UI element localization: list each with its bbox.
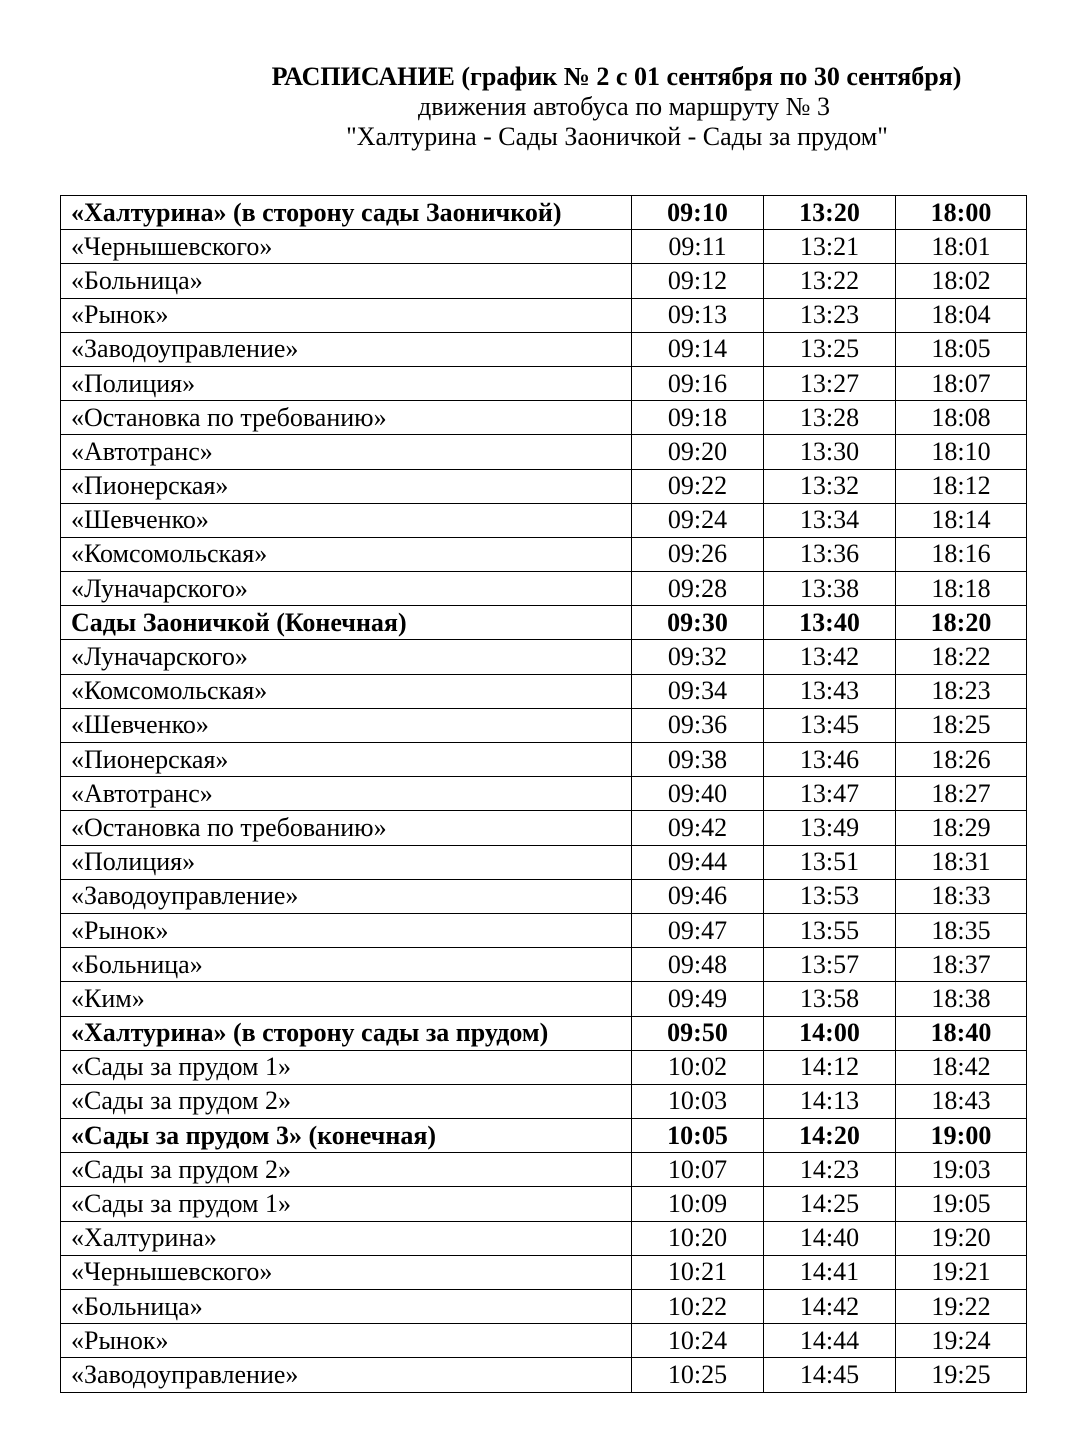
stop-name-cell: «Заводоуправление»	[61, 879, 632, 913]
stop-name-cell: «Пионерская»	[61, 743, 632, 777]
departure-time-3-cell: 19:00	[896, 1119, 1027, 1153]
stop-name-cell: «Сады за прудом 3» (конечная)	[61, 1119, 632, 1153]
table-row	[61, 1290, 1027, 1324]
stop-name-cell: «Чернышевского»	[61, 1255, 632, 1289]
table-row	[61, 435, 1027, 469]
departure-time-3-cell: 19:03	[896, 1153, 1027, 1187]
stop-name-cell: «Рынок»	[61, 298, 632, 332]
departure-time-2-cell: 13:53	[764, 879, 896, 913]
departure-time-3-cell: 18:07	[896, 366, 1027, 400]
stop-name-cell: «Больница»	[61, 1290, 632, 1324]
departure-time-3-cell: 18:26	[896, 743, 1027, 777]
table-row	[61, 640, 1027, 674]
departure-time-2-cell: 14:25	[764, 1187, 896, 1221]
table-row	[61, 743, 1027, 777]
departure-time-3-cell: 18:40	[896, 1016, 1027, 1050]
departure-time-1-cell: 09:12	[632, 264, 764, 298]
departure-time-2-cell: 14:00	[764, 1016, 896, 1050]
table-row	[61, 332, 1027, 366]
departure-time-1-cell: 09:50	[632, 1016, 764, 1050]
departure-time-1-cell: 09:20	[632, 435, 764, 469]
departure-time-2-cell: 13:21	[764, 230, 896, 264]
departure-time-3-cell: 18:31	[896, 845, 1027, 879]
departure-time-3-cell: 18:10	[896, 435, 1027, 469]
stop-name-cell: «Автотранс»	[61, 777, 632, 811]
departure-time-3-cell: 18:33	[896, 879, 1027, 913]
table-row	[61, 1324, 1027, 1358]
departure-time-3-cell: 18:42	[896, 1050, 1027, 1084]
stop-name-cell: Сады Заоничкой (Конечная)	[61, 606, 632, 640]
departure-time-3-cell: 18:25	[896, 708, 1027, 742]
departure-time-3-cell: 18:22	[896, 640, 1027, 674]
departure-time-1-cell: 09:24	[632, 503, 764, 537]
table-row	[61, 1084, 1027, 1118]
departure-time-1-cell: 09:42	[632, 811, 764, 845]
stop-name-cell: «Халтурина» (в сторону сады за прудом)	[61, 1016, 632, 1050]
departure-time-1-cell: 10:03	[632, 1084, 764, 1118]
departure-time-3-cell: 18:37	[896, 948, 1027, 982]
table-row	[61, 366, 1027, 400]
stop-name-cell: «Комсомольская»	[61, 537, 632, 571]
departure-time-2-cell: 13:25	[764, 332, 896, 366]
stop-name-cell: «Чернышевского»	[61, 230, 632, 264]
route-name: "Халтурина - Сады Заоничкой - Сады за прудом"	[346, 122, 888, 151]
schedule-title: РАСПИСАНИЕ (график № 2 с 01 сентября по 30 сентября)	[271, 62, 962, 91]
departure-time-1-cell: 09:26	[632, 537, 764, 571]
stop-name-cell: «Остановка по требованию»	[61, 401, 632, 435]
departure-time-3-cell: 18:43	[896, 1084, 1027, 1118]
departure-time-2-cell: 13:38	[764, 572, 896, 606]
table-row	[61, 845, 1027, 879]
departure-time-2-cell: 13:47	[764, 777, 896, 811]
departure-time-1-cell: 09:13	[632, 298, 764, 332]
stop-name-cell: «Сады за прудом 2»	[61, 1153, 632, 1187]
departure-time-1-cell: 10:20	[632, 1221, 764, 1255]
table-row	[61, 1119, 1027, 1153]
departure-time-1-cell: 09:16	[632, 366, 764, 400]
table-row	[61, 811, 1027, 845]
stop-name-cell: «Сады за прудом 1»	[61, 1187, 632, 1221]
departure-time-1-cell: 10:09	[632, 1187, 764, 1221]
stop-name-cell: «Сады за прудом 2»	[61, 1084, 632, 1118]
table-row	[61, 1153, 1027, 1187]
table-row	[61, 1187, 1027, 1221]
departure-time-2-cell: 13:43	[764, 674, 896, 708]
departure-time-3-cell: 18:35	[896, 913, 1027, 947]
departure-time-1-cell: 09:14	[632, 332, 764, 366]
table-row	[61, 572, 1027, 606]
table-row	[61, 1358, 1027, 1392]
departure-time-3-cell: 18:12	[896, 469, 1027, 503]
stop-name-cell: «Луначарского»	[61, 572, 632, 606]
table-row	[61, 982, 1027, 1016]
departure-time-3-cell: 19:05	[896, 1187, 1027, 1221]
stop-name-cell: «Рынок»	[61, 1324, 632, 1358]
table-row	[61, 913, 1027, 947]
departure-time-1-cell: 10:05	[632, 1119, 764, 1153]
table-row	[61, 777, 1027, 811]
departure-time-2-cell: 14:20	[764, 1119, 896, 1153]
stop-name-cell: «Остановка по требованию»	[61, 811, 632, 845]
table-row	[61, 1255, 1027, 1289]
departure-time-2-cell: 13:40	[764, 606, 896, 640]
schedule-subtitle: движения автобуса по маршруту № 3	[418, 92, 830, 121]
stop-name-cell: «Автотранс»	[61, 435, 632, 469]
departure-time-3-cell: 18:14	[896, 503, 1027, 537]
departure-time-2-cell: 13:27	[764, 366, 896, 400]
departure-time-3-cell: 18:02	[896, 264, 1027, 298]
table-row	[61, 537, 1027, 571]
departure-time-2-cell: 14:12	[764, 1050, 896, 1084]
departure-time-2-cell: 13:55	[764, 913, 896, 947]
table-row	[61, 469, 1027, 503]
departure-time-2-cell: 14:41	[764, 1255, 896, 1289]
departure-time-1-cell: 10:02	[632, 1050, 764, 1084]
departure-time-1-cell: 09:34	[632, 674, 764, 708]
table-row	[61, 1016, 1027, 1050]
departure-time-3-cell: 18:29	[896, 811, 1027, 845]
stop-name-cell: «Заводоуправление»	[61, 332, 632, 366]
stop-name-cell: «Шевченко»	[61, 503, 632, 537]
table-row	[61, 606, 1027, 640]
table-row	[61, 708, 1027, 742]
departure-time-2-cell: 13:45	[764, 708, 896, 742]
departure-time-3-cell: 18:20	[896, 606, 1027, 640]
stop-name-cell: «Пионерская»	[61, 469, 632, 503]
departure-time-1-cell: 09:47	[632, 913, 764, 947]
departure-time-3-cell: 19:25	[896, 1358, 1027, 1392]
departure-time-3-cell: 19:21	[896, 1255, 1027, 1289]
departure-time-2-cell: 13:57	[764, 948, 896, 982]
departure-time-3-cell: 18:08	[896, 401, 1027, 435]
table-row	[61, 401, 1027, 435]
departure-time-2-cell: 13:58	[764, 982, 896, 1016]
departure-time-1-cell: 09:46	[632, 879, 764, 913]
stop-name-cell: «Сады за прудом 1»	[61, 1050, 632, 1084]
departure-time-1-cell: 10:07	[632, 1153, 764, 1187]
departure-time-2-cell: 14:23	[764, 1153, 896, 1187]
departure-time-1-cell: 09:22	[632, 469, 764, 503]
table-row	[61, 1221, 1027, 1255]
departure-time-3-cell: 19:24	[896, 1324, 1027, 1358]
stop-name-cell: «Халтурина» (в сторону сады Заоничкой)	[61, 196, 632, 230]
departure-time-1-cell: 09:32	[632, 640, 764, 674]
departure-time-1-cell: 09:11	[632, 230, 764, 264]
departure-time-1-cell: 09:30	[632, 606, 764, 640]
stop-name-cell: «Заводоуправление»	[61, 1358, 632, 1392]
departure-time-2-cell: 13:46	[764, 743, 896, 777]
document-header	[0, 62, 1080, 152]
departure-time-2-cell: 14:40	[764, 1221, 896, 1255]
departure-time-1-cell: 09:48	[632, 948, 764, 982]
departure-time-1-cell: 09:38	[632, 743, 764, 777]
departure-time-2-cell: 13:36	[764, 537, 896, 571]
departure-time-3-cell: 19:22	[896, 1290, 1027, 1324]
departure-time-2-cell: 13:42	[764, 640, 896, 674]
table-row	[61, 1050, 1027, 1084]
departure-time-3-cell: 18:00	[896, 196, 1027, 230]
table-row	[61, 948, 1027, 982]
departure-time-3-cell: 18:23	[896, 674, 1027, 708]
stop-name-cell: «Рынок»	[61, 913, 632, 947]
departure-time-3-cell: 18:38	[896, 982, 1027, 1016]
table-row	[61, 264, 1027, 298]
table-row	[61, 879, 1027, 913]
departure-time-1-cell: 10:25	[632, 1358, 764, 1392]
departure-time-3-cell: 18:18	[896, 572, 1027, 606]
departure-time-1-cell: 09:10	[632, 196, 764, 230]
departure-time-2-cell: 13:30	[764, 435, 896, 469]
departure-time-3-cell: 19:20	[896, 1221, 1027, 1255]
departure-time-2-cell: 13:20	[764, 196, 896, 230]
departure-time-1-cell: 09:44	[632, 845, 764, 879]
stop-name-cell: «Полиция»	[61, 366, 632, 400]
stop-name-cell: «Больница»	[61, 264, 632, 298]
departure-time-1-cell: 09:49	[632, 982, 764, 1016]
table-row	[61, 230, 1027, 264]
stop-name-cell: «Шевченко»	[61, 708, 632, 742]
departure-time-3-cell: 18:27	[896, 777, 1027, 811]
departure-time-2-cell: 13:34	[764, 503, 896, 537]
departure-time-1-cell: 09:18	[632, 401, 764, 435]
stop-name-cell: «Полиция»	[61, 845, 632, 879]
schedule-table	[60, 195, 1027, 1393]
departure-time-2-cell: 14:42	[764, 1290, 896, 1324]
departure-time-1-cell: 09:40	[632, 777, 764, 811]
table-row	[61, 298, 1027, 332]
departure-time-1-cell: 10:22	[632, 1290, 764, 1324]
departure-time-2-cell: 13:22	[764, 264, 896, 298]
departure-time-2-cell: 13:32	[764, 469, 896, 503]
schedule-body	[61, 196, 1027, 1393]
stop-name-cell: «Ким»	[61, 982, 632, 1016]
departure-time-1-cell: 10:21	[632, 1255, 764, 1289]
departure-time-1-cell: 09:36	[632, 708, 764, 742]
departure-time-2-cell: 14:13	[764, 1084, 896, 1118]
stop-name-cell: «Больница»	[61, 948, 632, 982]
table-row	[61, 503, 1027, 537]
stop-name-cell: «Луначарского»	[61, 640, 632, 674]
departure-time-2-cell: 14:45	[764, 1358, 896, 1392]
departure-time-2-cell: 14:44	[764, 1324, 896, 1358]
stop-name-cell: «Халтурина»	[61, 1221, 632, 1255]
departure-time-2-cell: 13:49	[764, 811, 896, 845]
departure-time-3-cell: 18:04	[896, 298, 1027, 332]
departure-time-2-cell: 13:51	[764, 845, 896, 879]
departure-time-2-cell: 13:28	[764, 401, 896, 435]
table-row	[61, 196, 1027, 230]
departure-time-1-cell: 10:24	[632, 1324, 764, 1358]
departure-time-2-cell: 13:23	[764, 298, 896, 332]
table-row	[61, 674, 1027, 708]
departure-time-3-cell: 18:05	[896, 332, 1027, 366]
departure-time-1-cell: 09:28	[632, 572, 764, 606]
stop-name-cell: «Комсомольская»	[61, 674, 632, 708]
departure-time-3-cell: 18:16	[896, 537, 1027, 571]
departure-time-3-cell: 18:01	[896, 230, 1027, 264]
